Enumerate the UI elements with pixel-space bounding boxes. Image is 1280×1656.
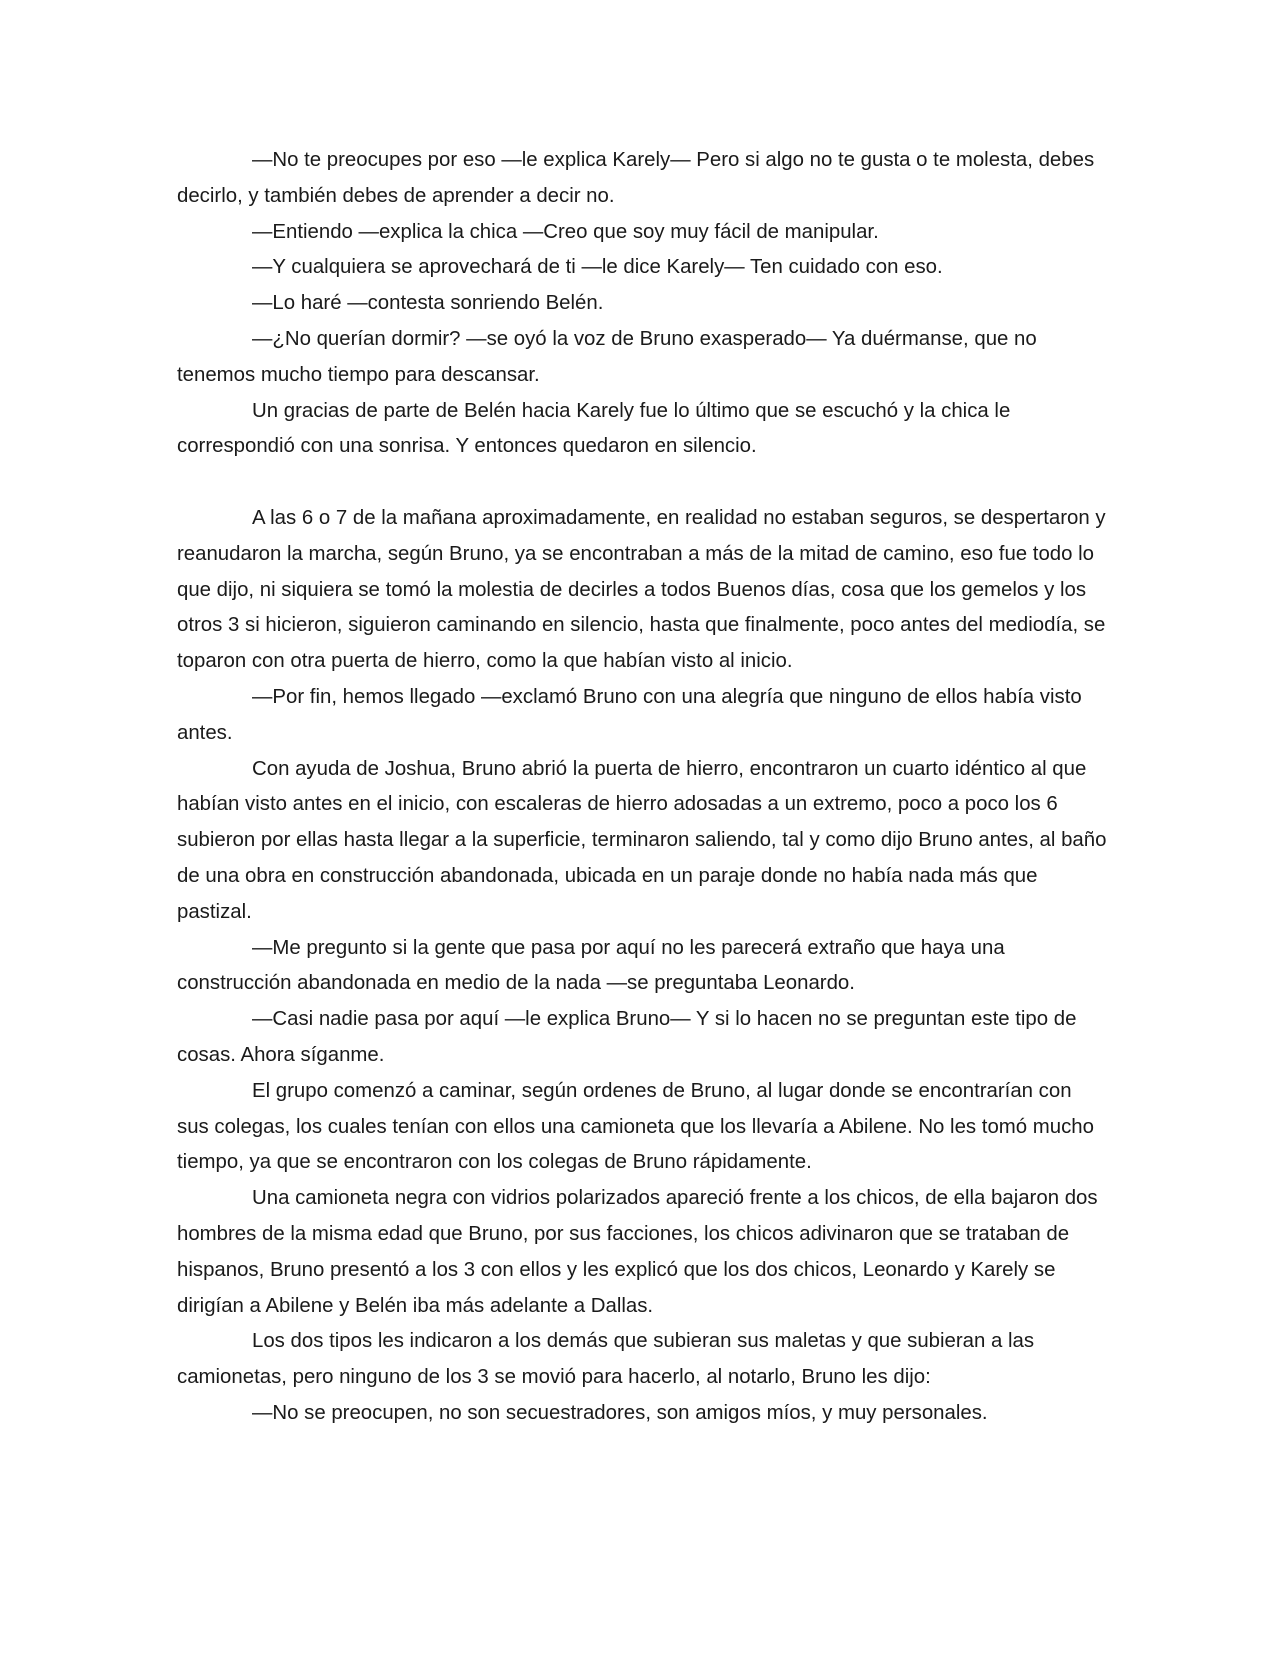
- paragraph: —Y cualquiera se aprovechará de ti —le dice Karely— Ten cuidado con eso.: [252, 256, 943, 279]
- paragraph: Un gracias de parte de Belén hacia Karely fue lo último que se escuchó y la chica le correspondió con una sonrisa. Y entonces quedaron en silencio.: [177, 399, 1011, 458]
- paragraph: —No te preocupes por eso —le explica Karely— Pero si algo no te gusta o te molesta, debes decirlo, y también debes de aprender a decir no.: [177, 149, 1095, 207]
- body-text: [177, 143, 1107, 1432]
- paragraph: El grupo comenzó a caminar, según ordenes de Bruno, al lugar donde se encontrarían con sus colegas, los cuales tenían con ellos una camioneta que los llevaría a Abilene. No les tomó mucho tiempo, ya que se encontraron con los colegas de Bruno rápidamente.: [177, 1079, 1094, 1174]
- paragraph: Los dos tipos les indicaron a los demás que subieran sus maletas y que subieran a las camionetas, pero ninguno de los 3 se movió para hacerlo, al notarlo, Bruno les dijo:: [177, 1330, 1035, 1389]
- section-break: [177, 465, 1107, 501]
- paragraph: —No se preocupen, no son secuestradores, son amigos míos, y muy personales.: [252, 1401, 988, 1424]
- paragraph: —Me pregunto si la gente que pasa por aquí no les parecerá extraño que haya una construcción abandonada en medio de la nada —se preguntaba Leonardo.: [177, 936, 1005, 995]
- paragraph: —¿No querían dormir? —se oyó la voz de Bruno exasperado— Ya duérmanse, que no tenemos mucho tiempo para descansar.: [177, 327, 1037, 386]
- paragraph: —Casi nadie pasa por aquí —le explica Bruno— Y si lo hacen no se preguntan este tipo de cosas. Ahora síganme.: [177, 1008, 1077, 1066]
- paragraph: —Por fin, hemos llegado —exclamó Bruno con una alegría que ninguno de ellos había visto antes.: [177, 685, 1082, 744]
- paragraph: —Lo haré —contesta sonriendo Belén.: [252, 292, 604, 315]
- paragraph: —Entiendo —explica la chica —Creo que soy muy fácil de manipular.: [252, 220, 879, 243]
- paragraph: Una camioneta negra con vidrios polarizados apareció frente a los chicos, de ella bajaron dos hombres de la misma edad que Bruno, por sus facciones, los chicos adivinaron que se trataban de hispanos, Bruno presentó a los 3 con ellos y les explicó que los dos chicos, Leonardo y Karely se dirigían a Abilene y Belén iba más adelante a Dallas.: [177, 1187, 1098, 1317]
- paragraph: Con ayuda de Joshua, Bruno abrió la puerta de hierro, encontraron un cuarto idéntico al que habían visto antes en el inicio, con escaleras de hierro adosadas a un extremo, poco a poco los 6 subieron por ellas hasta llegar a la superficie, terminaron saliendo, tal y como dijo Bruno antes, al baño de una obra en construcción abandonada, ubicada en un paraje donde no había nada más que pastizal.: [177, 757, 1107, 923]
- paragraph: A las 6 o 7 de la mañana aproximadamente, en realidad no estaban seguros, se despertaron y reanudaron la marcha, según Bruno, ya se encontraban a más de la mitad de camino, eso fue todo lo que dijo, ni siquiera se tomó la molestia de decirles a todos Buenos días, cosa que los gemelos y los otros 3 si hicieron, siguieron caminando en silencio, hasta que finalmente, poco antes del mediodía, se toparon con otra puerta de hierro, como la que habían visto al inicio.: [177, 506, 1106, 673]
